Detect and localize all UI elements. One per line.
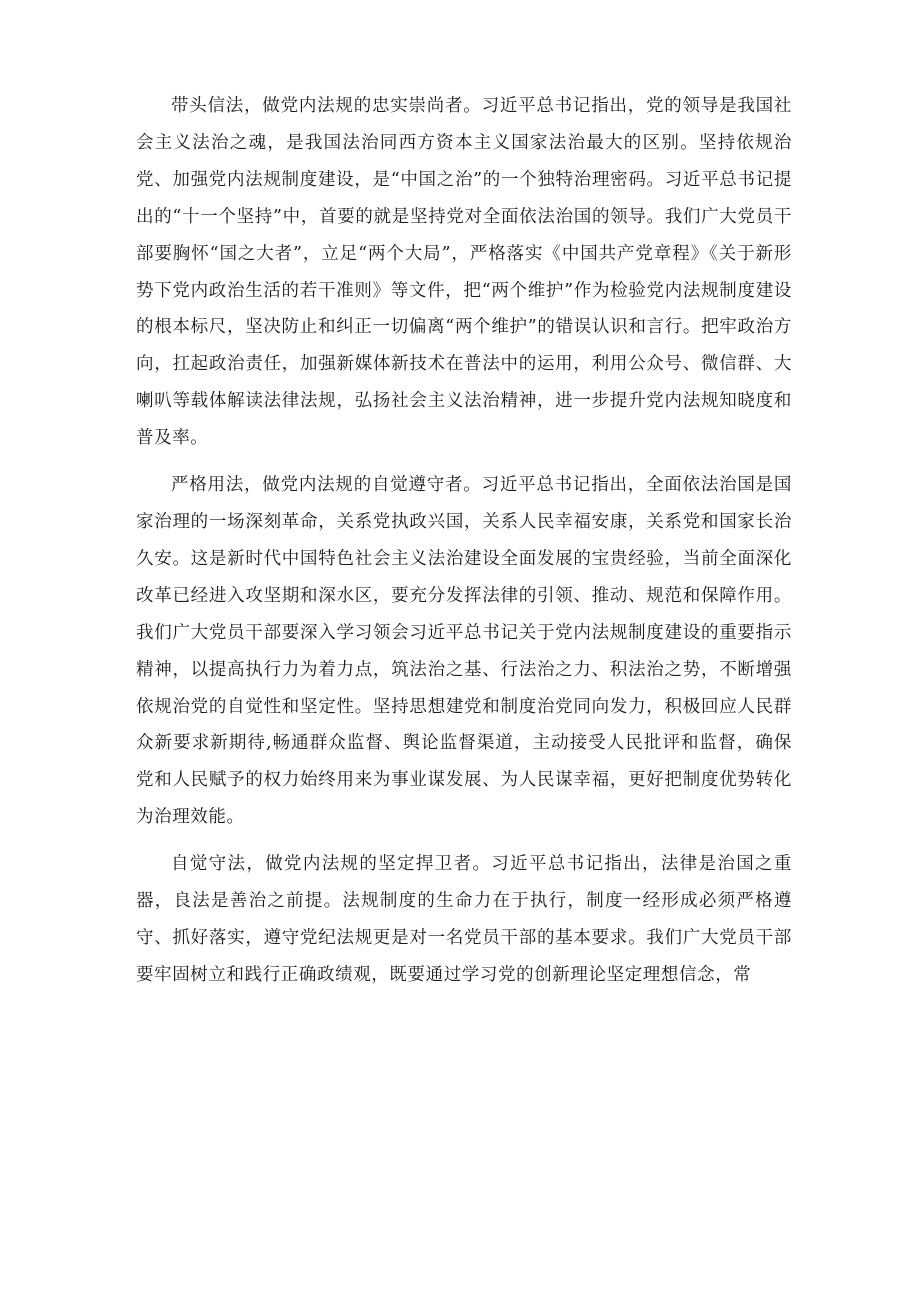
paragraph-1: 带头信法，做党内法规的忠实崇尚者。习近平总书记指出，党的领导是我国社会主义法治之魂，是我国法治同西方资本主义国家法治最大的区别。坚持依规治党、加强党内法规制度建设，是“中国之治”的一个独特治理密码。习近平总书记提出的“十一个坚持”中，首要的就是坚持党对全面依法治国的领导。我们广大党员干部要胸怀“国之大者”，立足“两个大局”，严格落实《中国共产党章程》《关于新形势下党内政治生活的若干准则》等文件，把“两个维护”作为检验党内法规制度建设的根本标尺，坚决防止和纠正一切偏离“两个维护”的错误认识和言行。把牢政治方向，扛起政治责任，加强新媒体新技术在普法中的运用，利用公众号、微信群、大喇叭等载体解读法律法规，弘扬社会主义法治精神，进一步提升党内法规知晓度和普及率。 bbox=[136, 96, 792, 449]
paragraph-3: 自觉守法，做党内法规的坚定捍卫者。习近平总书记指出，法律是治国之重器，良法是善治之前提。法规制度的生命力在于执行，制度一经形成必须严格遵守、抓好落实，遵守党纪法规更是对一名党员干部的基本要求。我们广大党员干部要牢固树立和践行正确政绩观，既要通过学习党的创新理论坚定理想信念，常 bbox=[136, 854, 792, 985]
document-body bbox=[136, 88, 792, 994]
paragraph-2: 严格用法，做党内法规的自觉遵守者。习近平总书记指出，全面依法治国是国家治理的一场深刻革命，关系党执政兴国，关系人民幸福安康，关系党和国家长治久安。这是新时代中国特色社会主义法治建设全面发展的宝贵经验，当前全面深化改革已经进入攻坚期和深水区，要充分发挥法律的引领、推动、规范和保障作用。我们广大党员干部要深入学习领会习近平总书记关于党内法规制度建设的重要指示精神，以提高执行力为着力点，筑法治之基、行法治之力、积法治之势，不断增强依规治党的自觉性和坚定性。坚持思想建党和制度治党同向发力，积极回应人民群众新要求新期待,畅通群众监督、舆论监督渠道，主动接受人民批评和监督，确保党和人民赋予的权力始终用来为事业谋发展、为人民谋幸福，更好把制度优势转化为治理效能。 bbox=[136, 475, 792, 828]
